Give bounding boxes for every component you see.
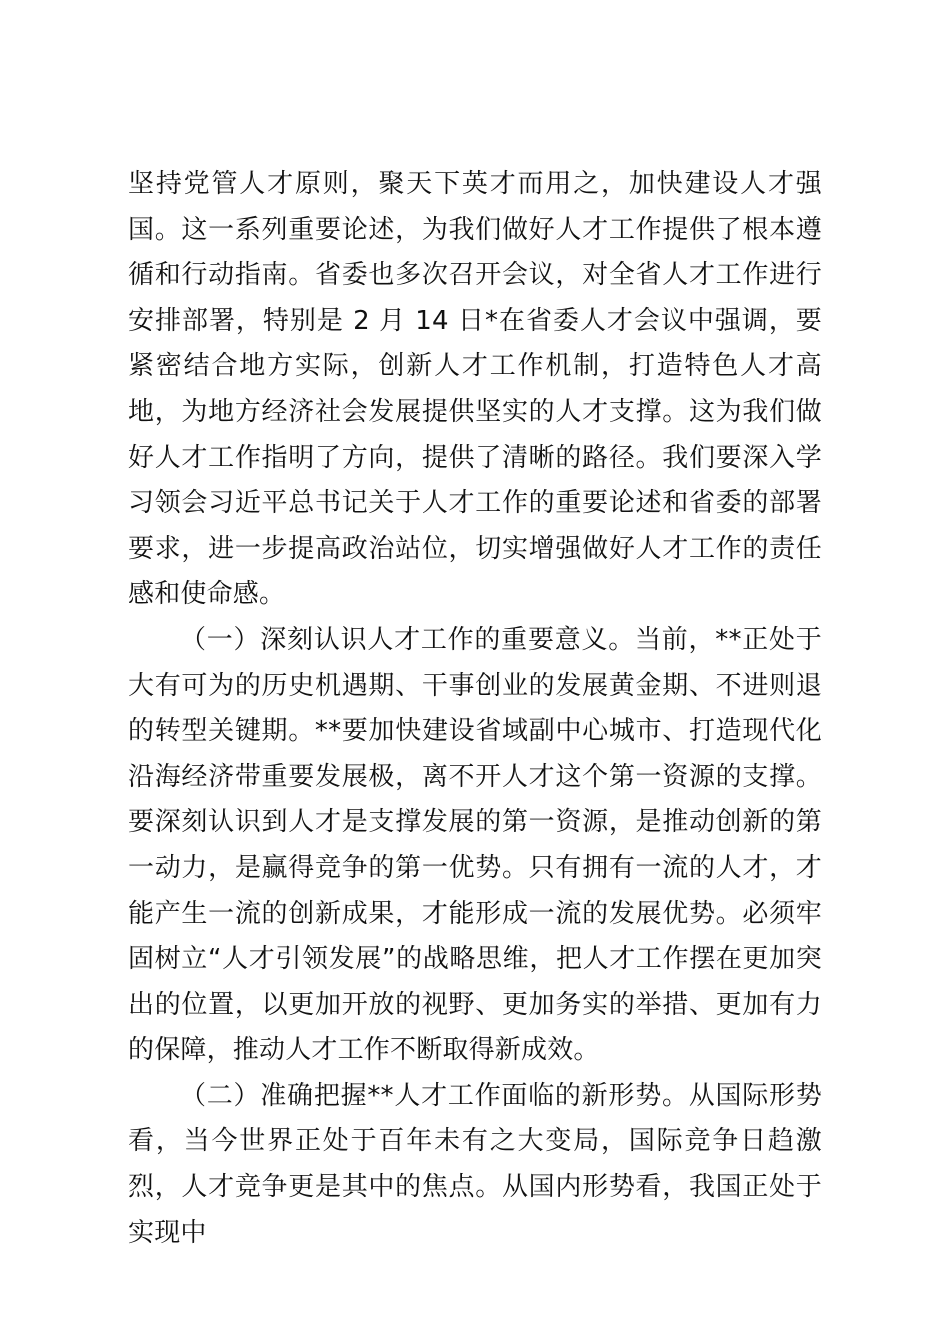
- paragraph-3: （二）准确把握**人才工作面临的新形势。从国际形势看，当今世界正处于百年未有之大变局，国际竞争日趋激烈，人才竞争更是其中的焦点。从国内形势看，我国正处于实现中: [128, 1080, 822, 1248]
- paragraph-2: （一）深刻认识人才工作的重要意义。当前，**正处于大有可为的历史机遇期、干事创业的发展黄金期、不进则退的转型关键期。**要加快建设省域副中心城市、打造现代化沿海经济带重要发展极，离不开人才这个第一资源的支撑。要深刻认识到人才是支撑发展的第一资源，是推动创新的第一动力，是赢得竞争的第一优势。只有拥有一流的人才，才能产生一流的创新成果，才能形成一流的发展优势。必须牢固树立“人才引领发展”的战略思维，把人才工作摆在更加突出的位置，以更加开放的视野、更加务实的举措、更加有力的保障，推动人才工作不断取得新成效。: [128, 624, 822, 1066]
- document-body: [128, 162, 822, 1256]
- paragraph-1: 坚持党管人才原则，聚天下英才而用之，加快建设人才强国。这一系列重要论述，为我们做好人才工作提供了根本遵循和行动指南。省委也多次召开会议，对全省人才工作进行安排部署，特别是 2 月 14 日*在省委人才会议中强调，要紧密结合地方实际，创新人才工作机制，打造特色人才高地，为地方经济社会发展提供坚实的人才支撑。这为我们做好人才工作指明了方向，提供了清晰的路径。我们要深入学习领会习近平总书记关于人才工作的重要论述和省委的部署要求，进一步提高政治站位，切实增强做好人才工作的责任感和使命感。: [128, 169, 822, 610]
